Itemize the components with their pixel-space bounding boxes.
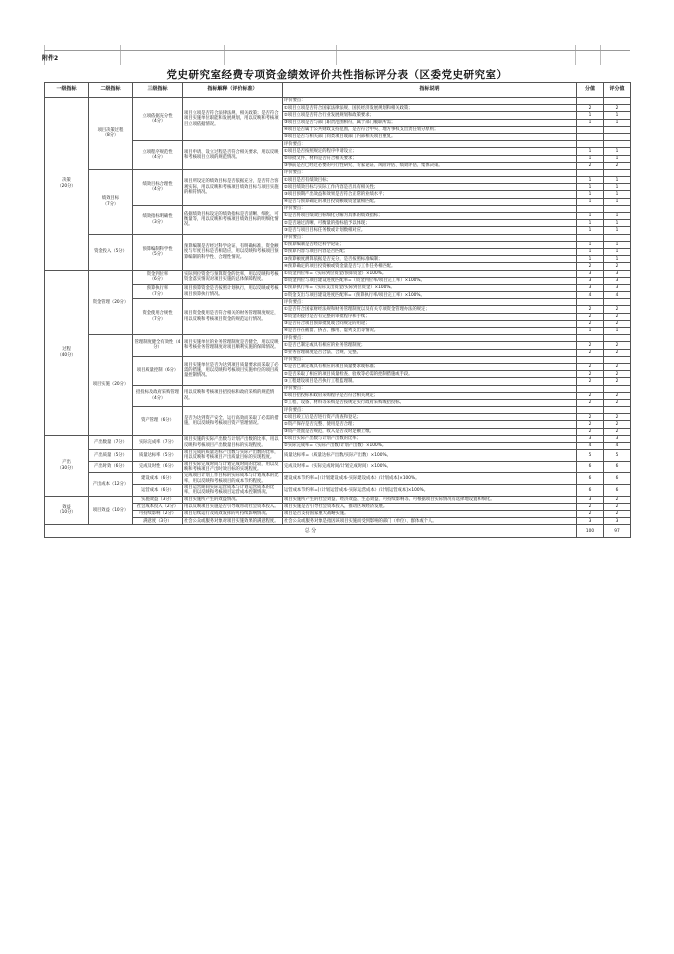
- rating-cell[interactable]: 2: [604, 378, 631, 385]
- rating-cell[interactable]: 3: [604, 518, 631, 525]
- explanation-cell: 实际到位资金与预算资金的比率，用以反映和考核资金落实情况对项目实施的总体保障程度。: [183, 270, 283, 284]
- rating-cell[interactable]: [604, 385, 631, 392]
- score-cell: 1: [577, 119, 604, 126]
- header-level3: 三级指标: [133, 83, 183, 98]
- notes-cell: 项目是否支持国家重大战略实施。: [283, 510, 577, 517]
- score-cell: [577, 205, 604, 212]
- score-cell: 1: [577, 256, 604, 263]
- notes-cell: ③是否与项目目标任务数或计划数相对应。: [283, 227, 577, 234]
- rating-cell[interactable]: 1: [604, 227, 631, 234]
- notes-cell: ②工程、设备、材料等采购是否按规定实行政府采购或招投标。: [283, 399, 577, 406]
- explanation-cell: 依据绩效目标设定的绩效指标是否清晰、细化、可衡量等，用以反映和考核项目绩效目标的明细化情况。: [183, 205, 283, 234]
- score-cell: [577, 299, 604, 306]
- level3-cell: 完成及时性（6分）: [133, 461, 183, 473]
- total-label: 总 分: [45, 525, 577, 538]
- level2-cell: 产出数量（7分）: [89, 435, 133, 449]
- explanation-cell: 预算编制是否经过科学论证、有明确标准，资金额度与年度目标是否相适应，用以反映和考核项目预算编制的科学性、合理性情况。: [183, 234, 283, 270]
- level3-cell: 资产管理（6分）: [133, 407, 183, 436]
- explanation-cell: 项目实际完成时间与计划完成时间的比较，用以反映和考核项目产出时效目标的实现程度。: [183, 461, 283, 473]
- notes-cell: ②是否采取了相应的项目质量检查、验收等必需的控制措施或手段。: [283, 371, 577, 378]
- notes-cell: ④预算确定的项目投资额或资金量是否与工作任务相匹配。: [283, 263, 577, 270]
- rating-cell[interactable]: 2: [604, 414, 631, 421]
- level2-cell: 产出质量（5分）: [89, 450, 133, 462]
- score-cell: 2: [577, 414, 604, 421]
- notes-cell: 项目实施是否引导社会资本投入，推动区域经济发展。: [283, 503, 577, 510]
- score-cell: 2: [577, 399, 604, 406]
- notes-cell: ①是否已制定或具有相应的业务管理制度；: [283, 342, 577, 349]
- score-cell: 1: [577, 191, 604, 198]
- rating-cell[interactable]: 1: [604, 248, 631, 255]
- level2-cell: 资金管理（20分）: [89, 270, 133, 335]
- score-cell: 2: [577, 342, 604, 349]
- rating-cell[interactable]: 1: [604, 191, 631, 198]
- score-cell: 2: [577, 503, 604, 510]
- explanation-cell: 项目完成的质量达标产出数与实际产出数的比率，用以反映和考核项目产出质量目标的实现程度。: [183, 450, 283, 462]
- header-notes: 指标说明: [283, 83, 577, 98]
- rating-cell[interactable]: 6: [604, 484, 631, 496]
- header-rating: 评分值: [604, 83, 631, 98]
- score-cell: 4: [577, 443, 604, 450]
- score-cell: 3: [577, 270, 604, 277]
- rating-cell[interactable]: 2: [604, 263, 631, 270]
- rating-cell[interactable]: 1: [604, 328, 631, 335]
- rating-cell[interactable]: 1: [604, 155, 631, 162]
- notes-cell: ②项目绩效目标与实际工作内容是否具有相关性；: [283, 184, 577, 191]
- explanation-cell: 社会公众或服务对象对项目实施效果的满意程度。: [183, 518, 283, 525]
- notes-cell: ①项目是否按照规定的程序申请设立；: [283, 148, 577, 155]
- score-cell: [577, 141, 604, 148]
- rating-cell[interactable]: 5: [604, 450, 631, 462]
- notes-cell: 评价要点：: [283, 335, 577, 342]
- rating-cell[interactable]: [604, 141, 631, 148]
- level3-cell: 资金到位率 （6分）: [133, 270, 183, 284]
- notes-cell: 运营成本节约率=[（计划运营成本-实际运营成本）/计划运营成本]×100%。: [283, 484, 577, 496]
- rating-cell[interactable]: 3: [604, 270, 631, 277]
- notes-cell: ②业务管理制度是否合法、合规、完整。: [283, 349, 577, 356]
- score-cell: 1: [577, 213, 604, 220]
- score-cell: 1: [577, 241, 604, 248]
- rating-cell[interactable]: [604, 299, 631, 306]
- score-cell: [577, 407, 604, 414]
- level3-cell: 资金使用合规性 （7分）: [133, 299, 183, 335]
- level3-cell: 实施效益（3分）: [133, 496, 183, 503]
- notes-cell: ②实际完成率=（实际产出数/计划产出数）×100%。: [283, 443, 577, 450]
- level2-cell: 项目实施（20分）: [89, 335, 133, 436]
- rating-cell[interactable]: 2: [604, 399, 631, 406]
- score-cell: [577, 98, 604, 105]
- level2-cell: 项目决策过程 （8分）: [89, 98, 133, 170]
- level1-cell: 产出 （30分）: [45, 435, 89, 496]
- score-cell: 1: [577, 177, 604, 184]
- rating-cell[interactable]: 1: [604, 119, 631, 126]
- notes-cell: ①是否符合国家财经法规和财务管理制度以及有关专项资金管理办法的规定；: [283, 306, 577, 313]
- rating-cell[interactable]: 1: [604, 112, 631, 119]
- level3-cell: 质量达标率（5分）: [133, 450, 183, 462]
- total-rating: 97: [604, 525, 631, 538]
- explanation-cell: 是否为达到资产安全、运行高效而采取了必需的措施，用以反映和考核项目资产管理情况。: [183, 407, 283, 436]
- explanation-cell: 用以反映和考核项目招投标和政府采购的规范情况。: [183, 385, 283, 407]
- level2-cell: 产出成本（12分）: [89, 473, 133, 496]
- level2-cell: 绩效目标 （7分）: [89, 169, 133, 234]
- score-cell: 3: [577, 284, 604, 291]
- explanation-cell: 项目实施的实际产出数与计划产出数的比率，用以反映和考核项目产出数量目标的实现程度。: [183, 435, 283, 449]
- notes-cell: ②是否通过清晰、可衡量的指标值予以体现；: [283, 220, 577, 227]
- notes-cell: 评价要点：: [283, 205, 577, 212]
- header-level1: 一级指标: [45, 83, 89, 98]
- notes-cell: ②预算内容与项目内容是否匹配；: [283, 248, 577, 255]
- score-cell: 2: [577, 263, 604, 270]
- notes-cell: ②资金支出与项目建设进度匹配率=（预算执行率/项目完工率）×100%。: [283, 292, 577, 299]
- rating-cell[interactable]: 1: [604, 213, 631, 220]
- explanation-cell: 项目所设定的绩效目标是否依据充分，是否符合客观实际，用以反映和考核项目绩效目标与项目实施的相符情况。: [183, 169, 283, 205]
- table-row: [45, 169, 631, 176]
- table-row: [45, 385, 631, 392]
- rating-cell[interactable]: 6: [604, 473, 631, 485]
- explanation-cell: 项目申请、设立过程是否符合相关要求，用以反映和考核项目立项的规范情况。: [183, 141, 283, 170]
- notes-cell: ①是否将项目绩效目标细化分解为具体的绩效指标；: [283, 213, 577, 220]
- table-row: [45, 510, 631, 517]
- rating-cell[interactable]: 3: [604, 284, 631, 291]
- explanation-cell: 项目运营期间实际运营成本与计划运营成本的比率，用以反映和考核项目运营成本控制情况。: [183, 484, 283, 496]
- score-cell: 1: [577, 112, 604, 119]
- notes-cell: 评价要点：: [283, 234, 577, 241]
- score-cell: 2: [577, 510, 604, 517]
- level1-cell: 决策 （20分）: [45, 98, 89, 271]
- rating-cell[interactable]: 2: [604, 313, 631, 320]
- level3-cell: 立项程序规范性 （4分）: [133, 141, 183, 170]
- score-cell: 2: [577, 392, 604, 399]
- rating-cell[interactable]: 2: [604, 349, 631, 356]
- notes-cell: ④项目是否属于公共财政支持范围，是否符合中央、地方事权支出责任划分原则；: [283, 126, 577, 133]
- score-cell: 2: [577, 306, 604, 313]
- notes-cell: 建设成本节约率=[（计划建设成本-实际建设成本）/计划成本]×100%。: [283, 473, 577, 485]
- table-row: [45, 141, 631, 148]
- score-cell: 1: [577, 148, 604, 155]
- rating-cell[interactable]: 2: [604, 392, 631, 399]
- notes-cell: ③项目立项是否与部门职责范围相符，属于部门履职所需；: [283, 119, 577, 126]
- rating-cell[interactable]: 2: [604, 320, 631, 327]
- rating-cell[interactable]: 2: [604, 496, 631, 503]
- score-cell: 2: [577, 371, 604, 378]
- score-cell: 6: [577, 461, 604, 473]
- rating-cell[interactable]: 6: [604, 461, 631, 473]
- level3-cell: 预算编制科学性 （5分）: [133, 234, 183, 270]
- notes-cell: ⑤项目是否与相关部门同类项目或部门内部相关项目重复。: [283, 133, 577, 140]
- rating-cell[interactable]: [604, 356, 631, 363]
- level2-cell: 产出时效（6分）: [89, 461, 133, 473]
- level3-cell: 管理制度健全有效性（4分）: [133, 335, 183, 357]
- annex-label: 附件2: [42, 55, 59, 62]
- level3-cell: 建设成本（6分）: [133, 473, 183, 485]
- notes-cell: ②资金的拨付是否有完整的审批程序和手续；: [283, 313, 577, 320]
- score-cell: 2: [577, 320, 604, 327]
- level2-cell: 资金投入（5分）: [89, 234, 133, 270]
- score-cell: 1: [577, 227, 604, 234]
- score-cell: 2: [577, 313, 604, 320]
- rating-cell[interactable]: 2: [604, 342, 631, 349]
- score-cell: [577, 126, 604, 133]
- level1-cell: 效益 （10分）: [45, 496, 89, 525]
- total-row: [45, 525, 631, 538]
- table-row: [45, 234, 631, 241]
- score-cell: 6: [577, 484, 604, 496]
- rating-cell[interactable]: 1: [604, 241, 631, 248]
- rating-cell[interactable]: 4: [604, 443, 631, 450]
- level3-cell: 满意度（3分）: [133, 518, 183, 525]
- table-row: [45, 461, 631, 473]
- notes-cell: ③是否符合项目预算批复或合同规定的用途；: [283, 320, 577, 327]
- rating-cell[interactable]: 1: [604, 220, 631, 227]
- notes-cell: 社会公众或服务对象是指因该项目实施而受到影响的部门（单位）、群体或个人。: [283, 518, 577, 525]
- score-cell: [577, 356, 604, 363]
- rating-cell[interactable]: 2: [604, 428, 631, 435]
- table-row: [45, 335, 631, 342]
- table-row: [45, 435, 631, 442]
- table-row: [45, 356, 631, 363]
- rating-cell[interactable]: [604, 407, 631, 414]
- rating-cell[interactable]: [604, 98, 631, 105]
- notes-cell: 评价要点：: [283, 98, 577, 105]
- notes-cell: 评价要点：: [283, 385, 577, 392]
- rating-cell[interactable]: 2: [604, 306, 631, 313]
- table-row: [45, 473, 631, 485]
- score-cell: 6: [577, 473, 604, 485]
- explanation-cell: 完成项目计划工作目标的实际成本与计划成本的比率，用以反映和考核项目的成本节约程度。: [183, 473, 283, 485]
- level3-cell: 预算执行率 （7分）: [133, 284, 183, 298]
- table-row: [45, 205, 631, 212]
- explanation-cell: 项目预算资金是否按照计划执行，用以反映或考核项目预算执行情况。: [183, 284, 283, 298]
- score-cell: 1: [577, 184, 604, 191]
- score-cell: 2: [577, 105, 604, 112]
- rating-cell[interactable]: [604, 205, 631, 212]
- notes-cell: 质量达标率=（质量达标产出数/实际产出数）×100%。: [283, 450, 577, 462]
- notes-cell: ③工程建设项目是否执行工程监理制。: [283, 378, 577, 385]
- header-row: [45, 83, 631, 98]
- level3-cell: 绩效指标明确性 （3分）: [133, 205, 183, 234]
- rating-cell[interactable]: 2: [604, 421, 631, 428]
- score-cell: 1: [577, 328, 604, 335]
- score-table: [44, 82, 631, 538]
- rating-cell[interactable]: [604, 234, 631, 241]
- score-cell: 3: [577, 518, 604, 525]
- notes-cell: 评价要点：: [283, 169, 577, 176]
- rating-cell[interactable]: 2: [604, 105, 631, 112]
- rating-cell[interactable]: [604, 126, 631, 133]
- total-score: 100: [577, 525, 604, 538]
- explanation-cell: 项目立项是否符合法律法规、相关政策；是否符合项目实施单位职能和发展规划，用以反映和考核项目立项依据情况。: [183, 98, 283, 141]
- table-row: [45, 496, 631, 503]
- notes-cell: 完成及时率=（实际完成时间/计划完成时间）×100%。: [283, 461, 577, 473]
- rating-cell[interactable]: 2: [604, 510, 631, 517]
- header-level2: 二级指标: [89, 83, 133, 98]
- table-row: [45, 503, 631, 510]
- score-cell: 2: [577, 421, 604, 428]
- header-explanation: 指标解释（评价标准）: [183, 83, 283, 98]
- notes-cell: ③预算额度测算依据是否充分，是否按照标准编制；: [283, 256, 577, 263]
- table-row: [45, 270, 631, 277]
- rating-cell[interactable]: [604, 169, 631, 176]
- level3-cell: 实际完成率（7分）: [133, 435, 183, 449]
- explanation-cell: 项目实施单位的业务管理制度是否健全，用以反映和考核业务管理制度对项目顺利实施的保障情况。: [183, 335, 283, 357]
- notes-cell: 评价要点：: [283, 407, 577, 414]
- notes-cell: ①资金到位率=（实际到位资金/预算资金）×100%。: [283, 270, 577, 277]
- notes-cell: 项目实施所产生的社会效益、经济效益、生态效益、可持续影响等。可根据项目实际情况有选择地设置和细化。: [283, 496, 577, 503]
- level3-cell: 立项依据充分性 （4分）: [133, 98, 183, 141]
- explanation-cell: 项目实施所产生的效益情况。: [183, 496, 283, 503]
- score-cell: 3: [577, 496, 604, 503]
- rating-cell[interactable]: 2: [604, 363, 631, 370]
- rating-cell[interactable]: 3: [604, 277, 631, 284]
- notes-cell: ①预算编制是否经过科学论证；: [283, 241, 577, 248]
- rating-cell[interactable]: 1: [604, 256, 631, 263]
- score-cell: 2: [577, 363, 604, 370]
- notes-cell: 评价要点：: [283, 299, 577, 306]
- score-table-container: [44, 82, 630, 812]
- rating-cell[interactable]: 4: [604, 292, 631, 299]
- notes-cell: ③资产处置是否规范，收入是否及时足额上缴。: [283, 428, 577, 435]
- notes-cell: ②资产保存是否完整、使用是否合理；: [283, 421, 577, 428]
- notes-cell: ①项目竣工后是否进行资产清查和登记；: [283, 414, 577, 421]
- level3-cell: 可持续影响（2分）: [133, 510, 183, 517]
- explanation-cell: 项目实施单位是否为达到项目质量要求而采取了必需的措施，用以反映和考核项目实施单位的项目质量控制情况。: [183, 356, 283, 385]
- rating-cell[interactable]: 1: [604, 184, 631, 191]
- score-cell: [577, 169, 604, 176]
- rating-cell[interactable]: 1: [604, 198, 631, 205]
- level2-cell: 项目效益（10分）: [89, 496, 133, 525]
- table-body: [45, 98, 631, 525]
- score-cell: 5: [577, 450, 604, 462]
- table-row: [45, 518, 631, 525]
- rating-cell[interactable]: [604, 133, 631, 140]
- score-cell: 2: [577, 378, 604, 385]
- notes-cell: ①项目招投标和政府采购程序是否符合相关规定；: [283, 392, 577, 399]
- notes-cell: 评价要点：: [283, 356, 577, 363]
- rating-cell[interactable]: 3: [604, 435, 631, 442]
- notes-cell: ③事前是否已经过必要的可行性研究、专家论证、风险评估、绩效评估、集体决策。: [283, 162, 577, 169]
- score-cell: 1: [577, 155, 604, 162]
- notes-cell: ①项目实际产出数与计划产出数的比率；: [283, 435, 577, 442]
- notes-cell: ①是否已制定或具有相应的项目质量要求或标准；: [283, 363, 577, 370]
- notes-cell: ③项目预期产出效益和效果是否符合正常的业绩水平；: [283, 191, 577, 198]
- score-cell: [577, 133, 604, 140]
- score-cell: 2: [577, 428, 604, 435]
- explanation-cell: 项目后续运行及成效发挥的可持续影响情况。: [183, 510, 283, 517]
- table-row: [45, 299, 631, 306]
- level1-cell: 过程 （40分）: [45, 270, 89, 435]
- rating-cell[interactable]: 2: [604, 503, 631, 510]
- notes-cell: ④是否与预算确定的项目投资额或资金量相匹配。: [283, 198, 577, 205]
- notes-cell: ②项目立项是否符合行业发展规划和政策要求；: [283, 112, 577, 119]
- score-cell: 1: [577, 198, 604, 205]
- rating-cell[interactable]: 2: [604, 371, 631, 378]
- score-cell: 4: [577, 292, 604, 299]
- page-title: 党史研究室经费专项资金绩效评价共性指标评分表（区委党史研究室）: [166, 69, 508, 81]
- table-row: [45, 407, 631, 414]
- rating-cell[interactable]: 2: [604, 162, 631, 169]
- rating-cell[interactable]: 1: [604, 148, 631, 155]
- table-row: [45, 98, 631, 105]
- rating-cell[interactable]: [604, 335, 631, 342]
- level3-cell: 项目质量控制（6分）: [133, 356, 183, 385]
- score-cell: 3: [577, 277, 604, 284]
- explanation-cell: 用以反映项目实施是否引导或带动社会资本投入。: [183, 503, 283, 510]
- score-cell: [577, 385, 604, 392]
- notes-cell: ①项目立项是否符合国家法律法规、国民经济发展规划和相关政策；: [283, 105, 577, 112]
- score-cell: 3: [577, 435, 604, 442]
- score-cell: [577, 234, 604, 241]
- table-row: [45, 284, 631, 291]
- header-score: 分值: [577, 83, 604, 98]
- notes-cell: ④是否存在截留、挤占、挪用、虚列支出等情况。: [283, 328, 577, 335]
- rating-cell[interactable]: 1: [604, 177, 631, 184]
- level3-cell: 社会成本投入（2分）: [133, 503, 183, 510]
- notes-cell: ①项目是否有绩效目标；: [283, 177, 577, 184]
- score-cell: 2: [577, 162, 604, 169]
- score-cell: [577, 335, 604, 342]
- level3-cell: 招投标及政府采购管理（4分）: [133, 385, 183, 407]
- score-cell: 1: [577, 220, 604, 227]
- notes-cell: ②审批文件、材料是否符合相关要求；: [283, 155, 577, 162]
- table-row: [45, 484, 631, 496]
- level3-cell: 运营成本（6分）: [133, 484, 183, 496]
- table-row: [45, 450, 631, 462]
- notes-cell: 评价要点：: [283, 141, 577, 148]
- notes-cell: ②资金到位与项目建设进度匹配率=（资金到位率/项目完工率）×100%。: [283, 277, 577, 284]
- score-cell: 1: [577, 248, 604, 255]
- notes-cell: ①预算执行率=（实际支出资金/实际到位资金）×100%。: [283, 284, 577, 291]
- explanation-cell: 项目资金使用是否符合相关的财务管理制度规定，用以反映和考核项目资金的规范运行情况。: [183, 299, 283, 335]
- level3-cell: 绩效目标合理性 （4分）: [133, 169, 183, 205]
- score-cell: 2: [577, 349, 604, 356]
